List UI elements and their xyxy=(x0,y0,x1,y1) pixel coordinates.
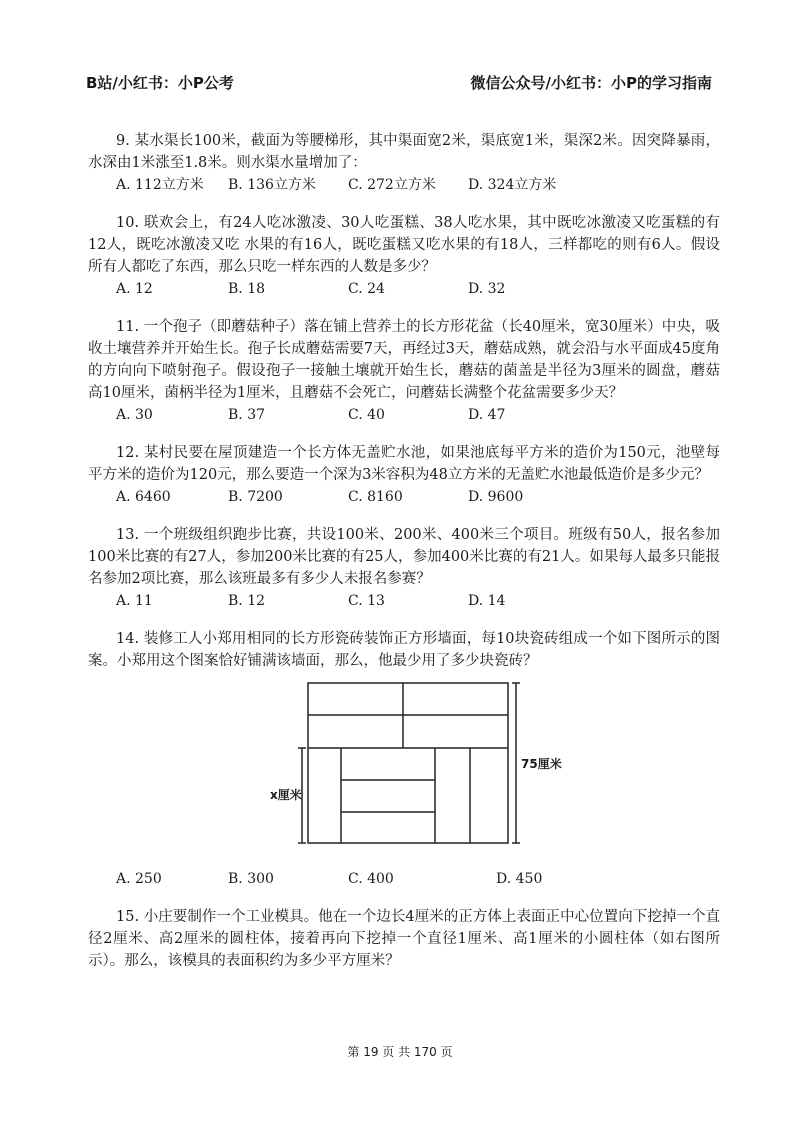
option-c: C. 8160 xyxy=(348,489,403,505)
option-d: D. 450 xyxy=(496,871,543,887)
question-text: 14. 装修工人小郑用相同的长方形瓷砖装饰正方形墙面，每10块瓷砖组成一个如下图所示的图案。小郑用这个图案恰好铺满该墙面，那么，他最少用了多少块瓷砖？ xyxy=(88,631,720,669)
options xyxy=(88,404,720,426)
question-11 xyxy=(88,316,720,426)
question-13 xyxy=(88,524,720,612)
options xyxy=(88,174,720,196)
tile-pattern-drawing xyxy=(298,678,558,848)
option-d: D. 9600 xyxy=(468,489,524,505)
question-list xyxy=(88,130,720,988)
page-footer: 第 19 页 共 170 页 xyxy=(347,1045,453,1059)
option-c: C. 40 xyxy=(348,407,385,423)
option-c: C. 272立方米 xyxy=(348,177,436,193)
question-12 xyxy=(88,442,720,508)
option-a: A. 11 xyxy=(116,593,153,609)
question-9 xyxy=(88,130,720,196)
question-15 xyxy=(88,906,720,972)
question-text: 15. 小庄要制作一个工业模具。他在一个边长4厘米的正方体上表面正中心位置向下挖掉一个直径2厘米、高2厘米的圆柱体，接着再向下挖掉一个直径1厘米、高1厘米的小圆柱体（如右图所示）。那么，该模具的表面积约为多少平方厘米？ xyxy=(88,909,720,969)
option-a: A. 6460 xyxy=(116,489,171,505)
header-left: B站/小红书：小P公考 xyxy=(86,74,234,92)
options xyxy=(88,868,720,890)
option-d: D. 32 xyxy=(468,281,506,297)
header-right: 微信公众号/小红书：小P的学习指南 xyxy=(470,74,712,92)
options xyxy=(88,486,720,508)
option-c: C. 400 xyxy=(348,871,394,887)
option-d: D. 324立方米 xyxy=(468,177,557,193)
option-c: C. 24 xyxy=(348,281,385,297)
option-a: A. 12 xyxy=(116,281,153,297)
option-b: B. 18 xyxy=(228,281,266,297)
option-a: A. 250 xyxy=(116,871,162,887)
question-10 xyxy=(88,212,720,300)
option-b: B. 37 xyxy=(228,407,266,423)
label-x-cm: x厘米 xyxy=(270,788,302,802)
options xyxy=(88,590,720,612)
question-text: 9. 某水渠长100米，截面为等腰梯形，其中渠面宽2米，渠底宽1米，渠深2米。因突降暴雨，水深由1米涨至1.8米。则水渠水量增加了： xyxy=(88,133,720,171)
question-text: 11. 一个孢子（即蘑菇种子）落在铺上营养土的长方形花盆（长40厘米，宽30厘米）中央，吸收土壤营养并开始生长。孢子长成蘑菇需要7天，再经过3天，蘑菇成熟，就会沿与水平面成45度角的方向向下喷射孢子。假设孢子一接触土壤就开始生长，蘑菇的菌盖是半径为3厘米的圆盘，蘑菇高10厘米，菌柄半径为1厘米，且蘑菇不会死亡，问蘑菇长满整个花盆需要多少天？ xyxy=(88,319,720,401)
tile-pattern-figure xyxy=(270,678,698,858)
label-75cm: 75厘米 xyxy=(521,757,562,771)
options xyxy=(88,278,720,300)
option-d: D. 47 xyxy=(468,407,506,423)
option-d: D. 14 xyxy=(468,593,506,609)
option-b: B. 7200 xyxy=(228,489,283,505)
option-c: C. 13 xyxy=(348,593,385,609)
question-text: 12. 某村民要在屋顶建造一个长方体无盖贮水池，如果池底每平方米的造价为150元，池壁每平方米的造价为120元，那么要造一个深为3米容积为48立方米的无盖贮水池最低造价是多少元？ xyxy=(88,445,720,483)
question-text: 10. 联欢会上，有24人吃冰激凌、30人吃蛋糕、38人吃水果，其中既吃冰激凌又吃蛋糕的有12人，既吃冰激凌又吃 水果的有16人，既吃蛋糕又吃水果的有18人，三样都吃的则有6人。假设所有人都吃了东西，那么只吃一样东西的人数是多少？ xyxy=(88,215,720,275)
option-a: A. 112立方米 xyxy=(116,177,204,193)
option-b: B. 300 xyxy=(228,871,274,887)
option-b: B. 12 xyxy=(228,593,266,609)
question-text: 13. 一个班级组织跑步比赛，共设100米、200米、400米三个项目。班级有50人，报名参加100米比赛的有27人，参加200米比赛的有25人，参加400米比赛的有21人。如果每人最多只能报名参加2项比赛，那么该班最多有多少人未报名参赛？ xyxy=(88,527,720,587)
option-a: A. 30 xyxy=(116,407,153,423)
option-b: B. 136立方米 xyxy=(228,177,316,193)
question-14 xyxy=(88,628,720,890)
